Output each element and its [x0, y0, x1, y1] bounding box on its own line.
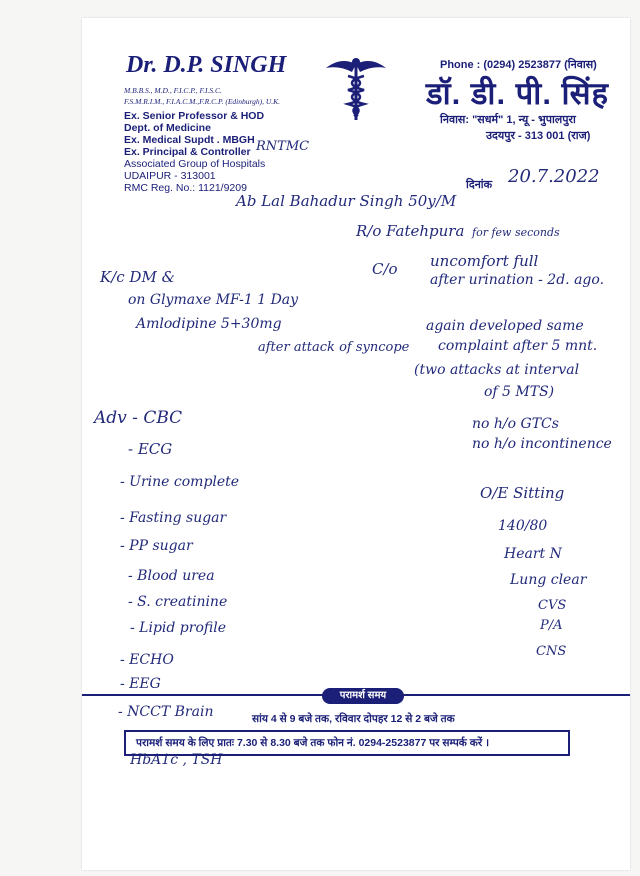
investigation-echo: - ECHO — [120, 652, 174, 668]
complaint-line-7: no h/o GTCs — [472, 416, 559, 432]
phone-number: Phone : (0294) 2523877 (निवास) — [440, 59, 597, 71]
patient-name: Ab Lal Bahadur Singh 50y/M — [236, 192, 457, 210]
medication-1: on Glymaxe MF-1 1 Day — [128, 292, 299, 308]
complaint-duration-note: for few seconds — [472, 226, 560, 239]
credential-principal: Ex. Principal & Controller — [124, 146, 251, 158]
credential-hospitals: Associated Group of Hospitals — [124, 158, 266, 170]
consultation-time-label: परामर्श समय — [322, 688, 404, 704]
credential-dept: Dept. of Medicine — [124, 122, 211, 134]
exam-lungs: Lung clear — [510, 572, 587, 588]
complaint-line-4: complaint after 5 mnt. — [438, 338, 598, 354]
exam-bp: 140/80 — [498, 518, 548, 534]
investigation-pp-sugar: - PP sugar — [120, 538, 193, 554]
handwritten-institution: RNTMC — [256, 139, 310, 154]
investigation-lipid: - Lipid profile — [130, 620, 226, 636]
exam-cvs: CVS — [538, 598, 567, 613]
exam-label: O/E Sitting — [480, 484, 565, 502]
qualifications-line-1: M.B.B.S., M.D., F.I.C.P., F.I.S.C. — [124, 86, 222, 95]
credential-medical-supdt: Ex. Medical Supdt . MBGH — [124, 134, 255, 146]
qualifications-line-2: F.S.M.R.I.M., F.I.A.C.M.,F.R.C.P. (Edinburgh), U.K. — [124, 97, 281, 106]
date-label: दिनांक — [466, 179, 493, 191]
medication-note: after attack of syncope — [258, 340, 410, 355]
caduceus-logo — [326, 54, 386, 122]
exam-cns: CNS — [536, 644, 567, 659]
contact-text: परामर्श समय के लिए प्रातः 7.30 से 8.30 बजे तक फोन नं. 0294-2523877 पर सम्पर्क करें । — [136, 737, 490, 749]
patient-residence: R/o Fatehpura — [356, 222, 465, 240]
exam-pa: P/A — [540, 618, 563, 633]
doctor-name-hi: डॉ. डी. पी. सिंह — [426, 76, 609, 111]
contact-box — [124, 730, 570, 756]
investigation-fasting-sugar: - Fasting sugar — [120, 510, 227, 526]
handwritten-date: 20.7.2022 — [508, 166, 600, 187]
investigation-urine: - Urine complete — [120, 474, 240, 490]
complaint-line-6: of 5 MTS) — [484, 384, 555, 400]
credential-city: UDAIPUR - 313001 — [124, 170, 216, 182]
investigation-blood-urea: - Blood urea — [128, 568, 215, 584]
complaint-line-1: uncomfort full — [430, 252, 539, 270]
investigation-ecg: - ECG — [128, 440, 173, 458]
medication-2: Amlodipine 5+30mg — [136, 316, 282, 332]
credential-senior-professor: Ex. Senior Professor & HOD — [124, 110, 265, 122]
complaint-line-5: (two attacks at interval — [414, 362, 580, 378]
consultation-timing: सांय 4 से 9 बजे तक, रविवार दोपहर 12 से 2 बजे तक — [252, 713, 455, 725]
known-case: K/c DM & — [100, 268, 175, 286]
doctor-name-en: Dr. D.P. SINGH — [126, 52, 287, 78]
address-line-2: उदयपुर - 313 001 (राज) — [486, 130, 591, 142]
complaint-line-3: again developed same — [426, 318, 584, 334]
complaint-line-8: no h/o incontinence — [472, 436, 612, 452]
investigation-eeg: - EEG — [120, 676, 161, 692]
address-line-1: निवास: "सधर्म" 1, न्यू - भुपालपुरा — [440, 114, 576, 126]
credential-rmc-reg: RMC Reg. No.: 1121/9209 — [124, 182, 247, 194]
exam-heart: Heart N — [504, 546, 562, 562]
investigation-creatinine: - S. creatinine — [128, 594, 228, 610]
advice-label: Adv - CBC — [94, 408, 183, 428]
complaint-line-2: after urination - 2d. ago. — [430, 272, 605, 288]
complaint-label: C/o — [372, 260, 398, 278]
investigation-hba1c-tsh: HbA1c , TSH — [130, 752, 223, 768]
investigation-ncct: - NCCT Brain — [118, 704, 214, 720]
